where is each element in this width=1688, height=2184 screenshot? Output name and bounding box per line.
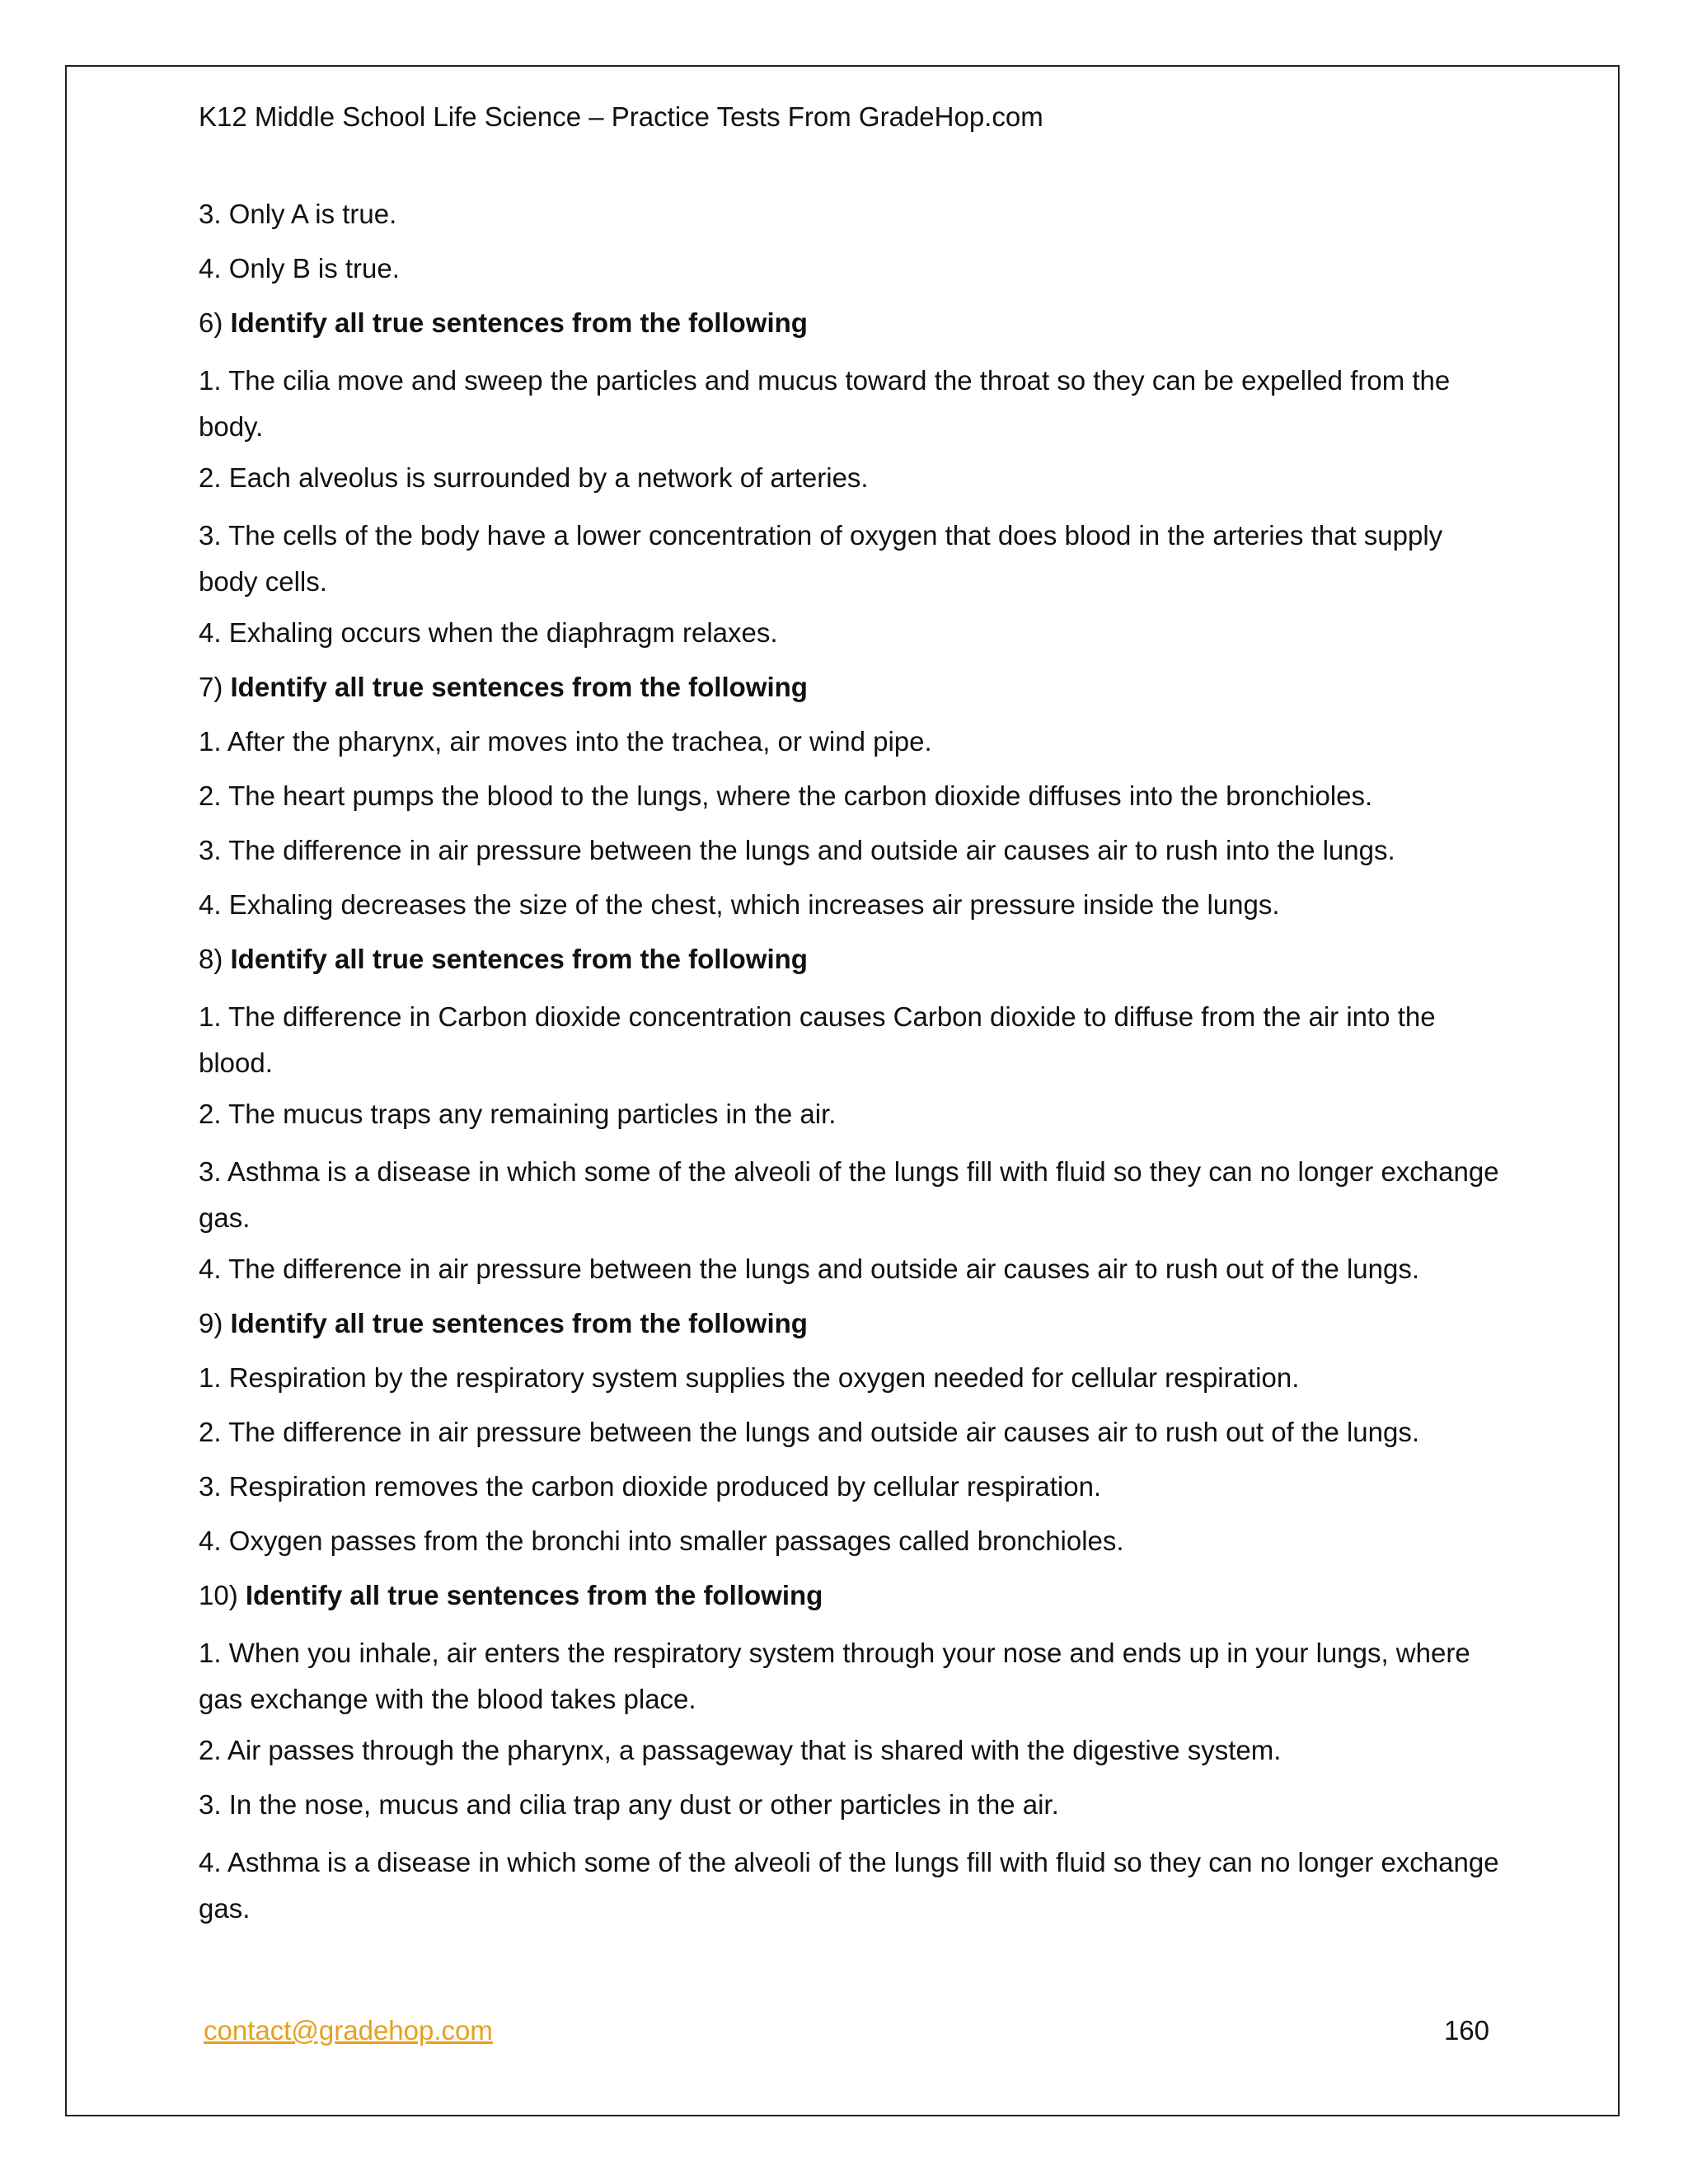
option-line: 4. Oxygen passes from the bronchi into smaller passages called bronchioles. bbox=[199, 1526, 1124, 1556]
question-number: 6) bbox=[199, 307, 231, 338]
question-number: 8) bbox=[199, 944, 231, 974]
option-line: 3. Respiration removes the carbon dioxide produced by cellular respiration. bbox=[199, 1471, 1102, 1502]
page-footer bbox=[204, 2011, 1489, 2050]
option-line: 2. The mucus traps any remaining particles in the air. bbox=[199, 1099, 837, 1129]
option-line: 4. Exhaling decreases the size of the chest, which increases air pressure inside the lungs. bbox=[199, 889, 1280, 920]
option-line: 1. The cilia move and sweep the particles and mucus toward the throat so they can be expelled from the body. bbox=[199, 365, 1451, 442]
question-prompt: Identify all true sentences from the following bbox=[230, 672, 808, 702]
option-line: 1. Respiration by the respiratory system supplies the oxygen needed for cellular respiration. bbox=[199, 1362, 1300, 1393]
option-line: 2. The heart pumps the blood to the lungs, where the carbon dioxide diffuses into the bronchioles. bbox=[199, 780, 1373, 811]
question-number: 9) bbox=[199, 1308, 231, 1338]
option-line: 3. Only A is true. bbox=[199, 199, 397, 229]
page-content bbox=[199, 97, 1501, 1940]
question-prompt: Identify all true sentences from the following bbox=[230, 1308, 808, 1338]
option-line: 4. Only B is true. bbox=[199, 253, 400, 284]
option-line: 1. After the pharynx, air moves into the trachea, or wind pipe. bbox=[199, 726, 932, 757]
option-line: 1. The difference in Carbon dioxide concentration causes Carbon dioxide to diffuse from the air into the blood. bbox=[199, 1001, 1436, 1078]
option-line: 4. Asthma is a disease in which some of the alveoli of the lungs fill with fluid so they can no longer exchange gas. bbox=[199, 1847, 1499, 1924]
option-line: 2. Air passes through the pharynx, a passageway that is shared with the digestive system. bbox=[199, 1735, 1282, 1765]
option-line: 1. When you inhale, air enters the respiratory system through your nose and ends up in your lungs, where gas exchange with the blood takes place. bbox=[199, 1638, 1470, 1714]
question-heading bbox=[199, 1304, 1501, 1343]
question-heading bbox=[199, 303, 1501, 343]
contact-email-link[interactable]: contact@gradehop.com bbox=[204, 2015, 493, 2046]
question-number: 7) bbox=[199, 672, 231, 702]
question-prompt: Identify all true sentences from the following bbox=[230, 944, 808, 974]
question-prompt: Identify all true sentences from the following bbox=[230, 307, 808, 338]
page-header: K12 Middle School Life Science – Practice Tests From GradeHop.com bbox=[199, 101, 1043, 132]
option-line: 3. The cells of the body have a lower concentration of oxygen that does blood in the arteries that supply body cells. bbox=[199, 520, 1443, 597]
question-prompt: Identify all true sentences from the following bbox=[245, 1580, 823, 1610]
option-line: 2. The difference in air pressure between the lungs and outside air causes air to rush out of the lungs. bbox=[199, 1417, 1420, 1447]
option-line: 2. Each alveolus is surrounded by a network of arteries. bbox=[199, 462, 869, 493]
option-line: 3. The difference in air pressure between the lungs and outside air causes air to rush into the lungs. bbox=[199, 835, 1395, 865]
question-number: 10) bbox=[199, 1580, 246, 1610]
question-heading bbox=[199, 1576, 1501, 1615]
question-heading bbox=[199, 940, 1501, 979]
option-line: 4. The difference in air pressure between the lungs and outside air causes air to rush out of the lungs. bbox=[199, 1254, 1420, 1284]
option-line: 3. Asthma is a disease in which some of the alveoli of the lungs fill with fluid so they can no longer exchange gas. bbox=[199, 1156, 1499, 1233]
option-line: 4. Exhaling occurs when the diaphragm relaxes. bbox=[199, 617, 778, 648]
question-heading bbox=[199, 668, 1501, 707]
page-number: 160 bbox=[1443, 2015, 1489, 2046]
option-line: 3. In the nose, mucus and cilia trap any dust or other particles in the air. bbox=[199, 1789, 1059, 1820]
